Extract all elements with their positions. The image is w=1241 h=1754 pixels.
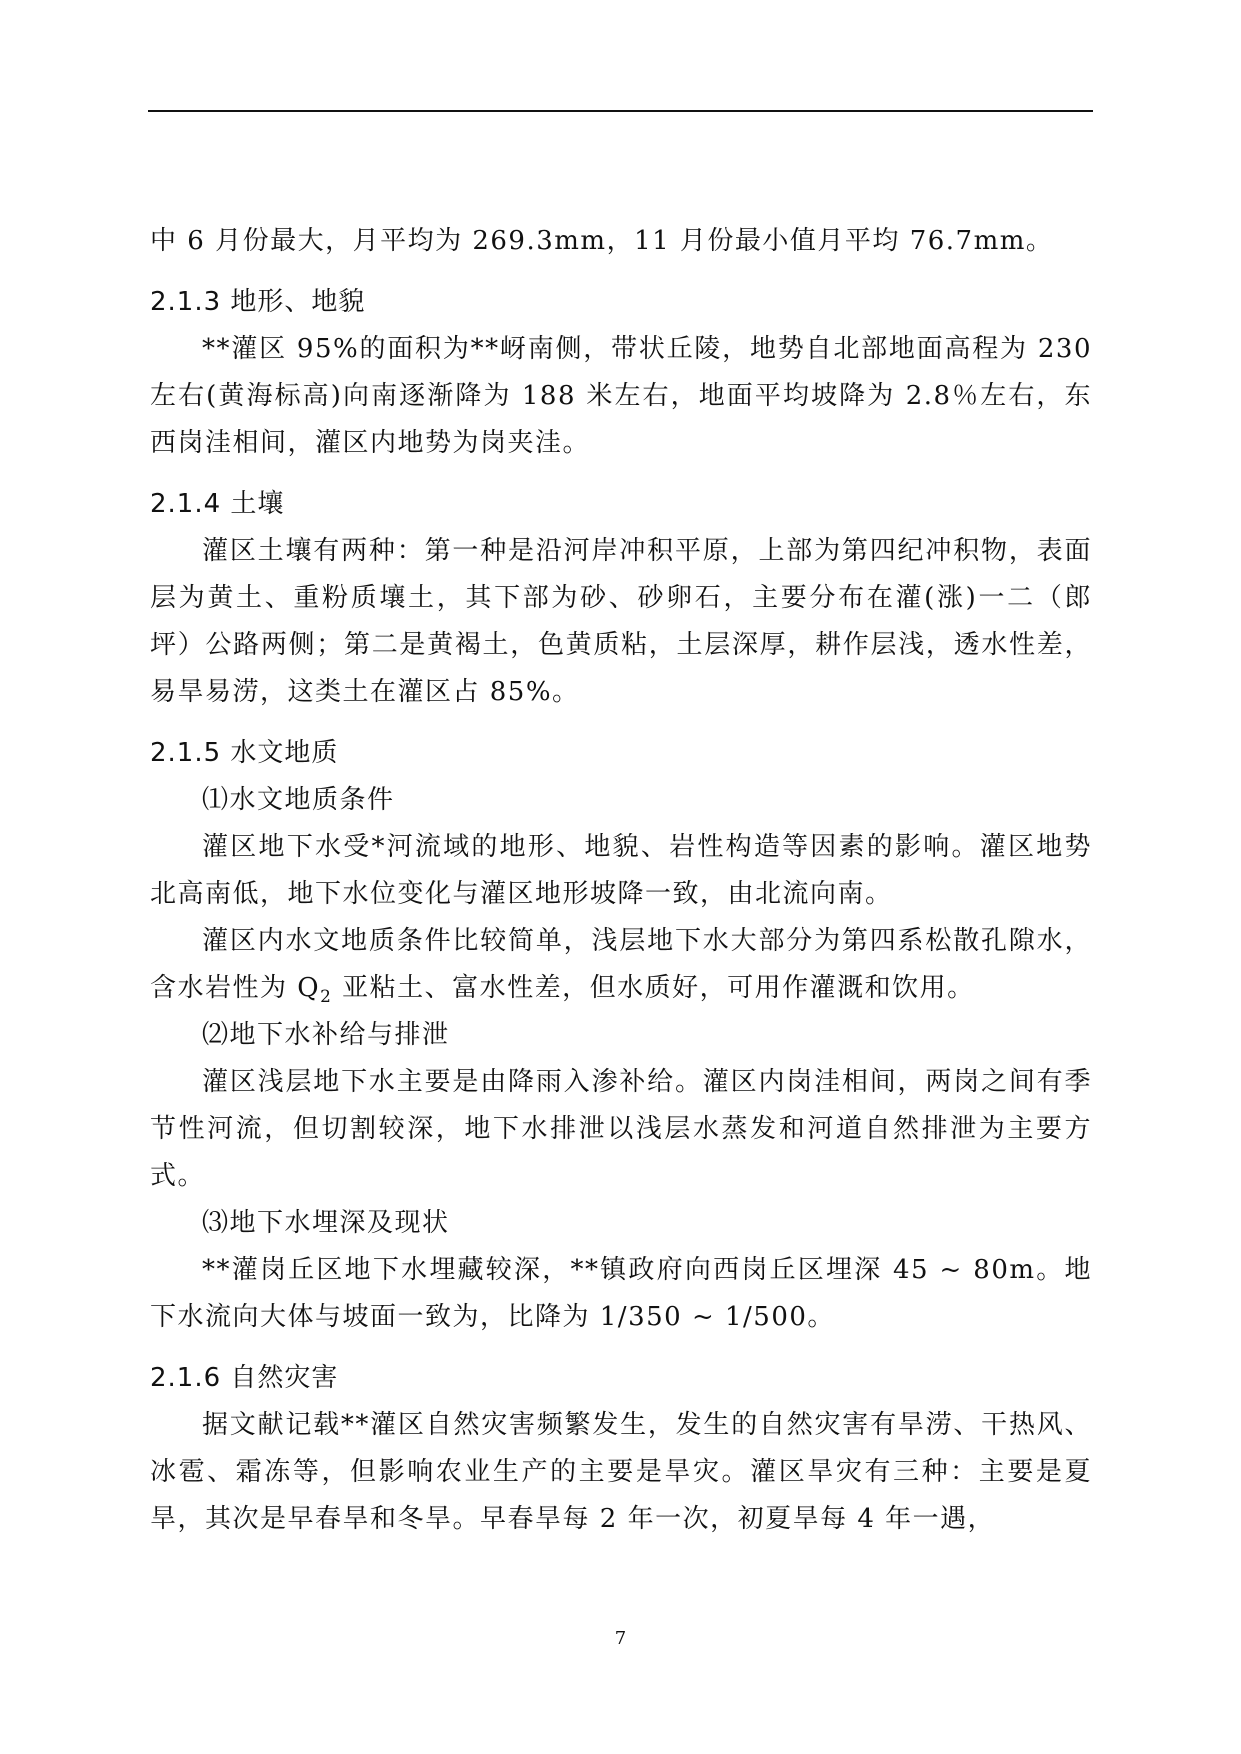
header-rule bbox=[148, 110, 1093, 112]
intro-paragraph: 中 6 月份最大，月平均为 269.3mm，11 月份最小值月平均 76.7mm。 bbox=[150, 226, 1054, 256]
page-number: 7 bbox=[614, 1628, 627, 1649]
section-heading-terrain: 2.1.3 地形、地貌 bbox=[150, 287, 366, 317]
conditions-paragraph-2 bbox=[150, 918, 1092, 1012]
disasters-paragraph: 据文献记载**灌区自然灾害频繁发生，发生的自然灾害有旱涝、干热风、冰雹、霜冻等，但影响农业生产的主要是旱灾。灌区旱灾有三种：主要是夏旱，其次是早春旱和冬旱。早春旱每 2 年一次，初夏旱每 4 年一遇， bbox=[150, 1410, 1092, 1534]
q2-subscript: 2 bbox=[320, 986, 333, 1007]
section-heading-hydrogeology: 2.1.5 水文地质 bbox=[150, 738, 339, 768]
conditions-text-after: 亚粘土、富水性差，但水质好，可用作灌溉和饮用。 bbox=[332, 973, 975, 1003]
conditions-paragraph-1: 灌区地下水受*河流域的地形、地貌、岩性构造等因素的影响。灌区地势北高南低，地下水位变化与灌区地形坡降一致，由北流向南。 bbox=[150, 832, 1092, 909]
subsection-title-recharge: ⑵地下水补给与排泄 bbox=[202, 1020, 450, 1050]
terrain-paragraph: **灌区 95%的面积为**岈南侧，带状丘陵，地势自北部地面高程为 230 左右(黄海标高)向南逐渐降为 188 米左右，地面平均坡降为 2.8％左右，东西岗洼相间，灌区内地势为岗夹洼。 bbox=[150, 334, 1092, 458]
depth-paragraph: **灌岗丘区地下水埋藏较深，**镇政府向西岗丘区埋深 45 ~ 80m。地下水流向大体与坡面一致为，比降为 1/350 ~ 1/500。 bbox=[150, 1255, 1092, 1332]
section-heading-soil: 2.1.4 土壤 bbox=[150, 489, 285, 519]
subsection-title-depth: ⑶地下水埋深及现状 bbox=[202, 1208, 450, 1238]
subsection-title-conditions: ⑴水文地质条件 bbox=[202, 785, 395, 815]
section-heading-disasters: 2.1.6 自然灾害 bbox=[150, 1363, 339, 1393]
recharge-paragraph: 灌区浅层地下水主要是由降雨入渗补给。灌区内岗洼相间，两岗之间有季节性河流，但切割较深，地下水排泄以浅层水蒸发和河道自然排泄为主要方式。 bbox=[150, 1067, 1092, 1191]
soil-paragraph: 灌区土壤有两种：第一种是沿河岸冲积平原，上部为第四纪冲积物，表面层为黄土、重粉质壤土，其下部为砂、砂卵石，主要分布在灌(涨)一二（郎坪）公路两侧；第二是黄褐土，色黄质粘，土层深厚，耕作层浅，透水性差，易旱易涝，这类土在灌区占 85%。 bbox=[150, 536, 1092, 707]
conditions-text-before: 灌区内水文地质条件比较简单，浅层地下水大部分为第四系松散孔隙水，含水岩性为 Q bbox=[150, 926, 1092, 1003]
page-content bbox=[150, 218, 1092, 1543]
